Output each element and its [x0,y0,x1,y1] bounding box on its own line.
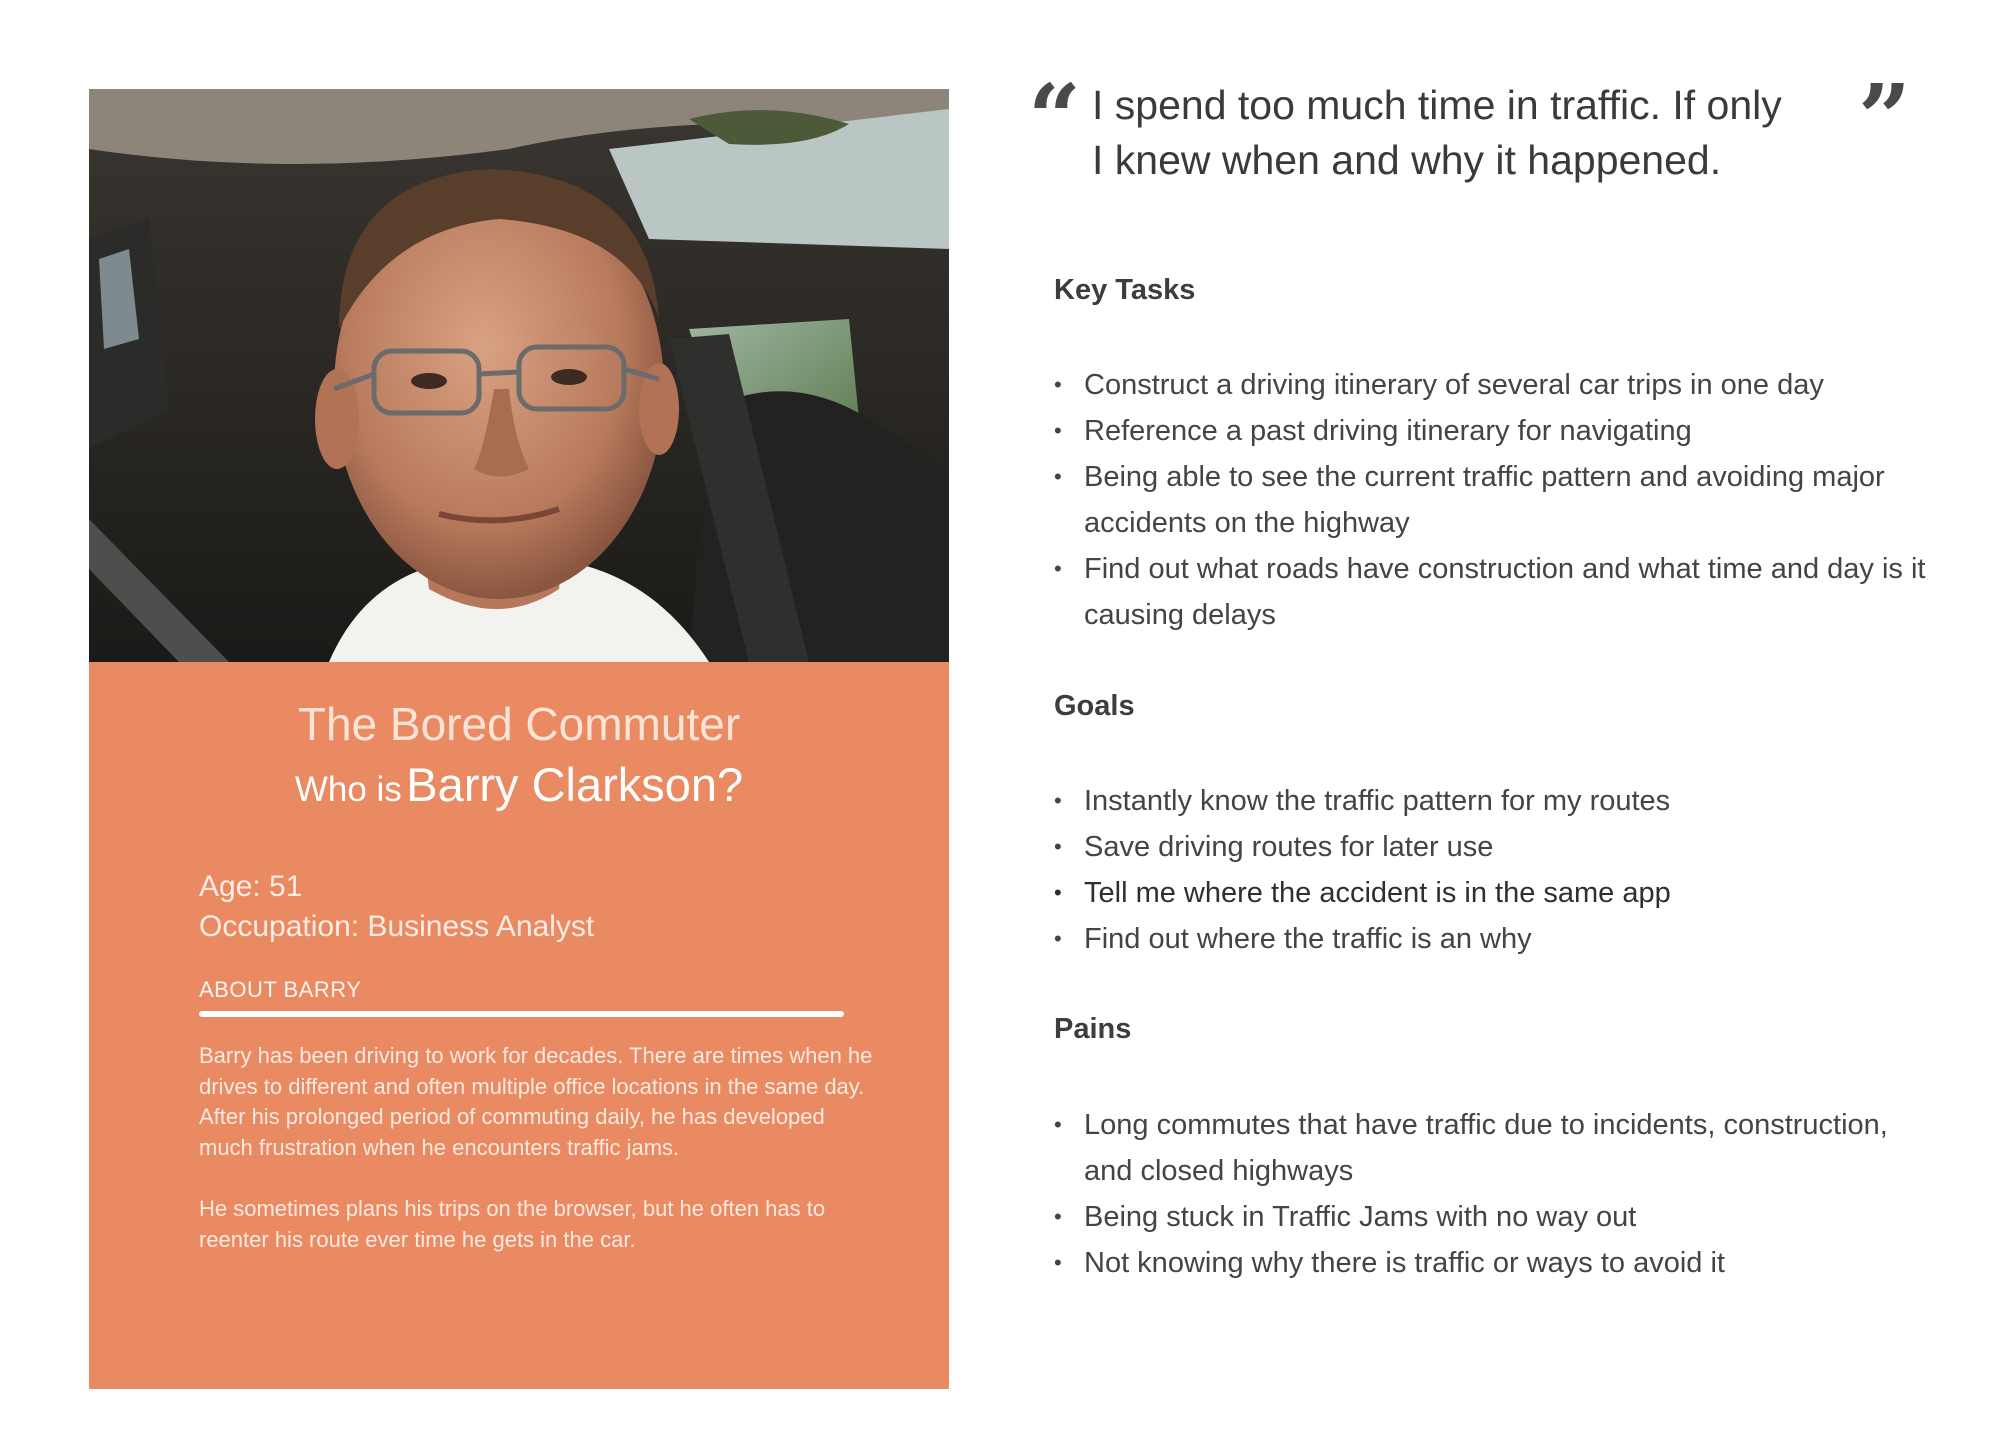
bullet-icon: • [1054,1250,1062,1275]
list-item [1054,546,1954,638]
list-item-text: Find out what roads have construction and what time and day is it causing delays [1084,553,1926,631]
list-item [1054,1102,1904,1194]
bullet-icon: • [1054,1112,1062,1137]
pains-heading: Pains [1054,1013,1132,1045]
list-item-text: Not knowing why there is traffic or ways to avoid it [1084,1247,1725,1279]
bullet-icon: • [1054,372,1062,397]
persona-photo [89,89,949,662]
list-item [1054,408,1954,454]
bullet-icon: • [1054,1204,1062,1229]
open-quote-icon: “ [1028,64,1081,172]
bullet-icon: • [1054,834,1062,859]
key-tasks-list [1054,362,1954,638]
list-item-text: Construct a driving itinerary of several car trips in one day [1084,369,1824,401]
close-quote-icon: ” [1858,64,1911,172]
bullet-icon: • [1054,926,1062,951]
bullet-icon: • [1054,418,1062,443]
list-item [1054,454,1954,546]
persona-name: Barry Clarkson? [406,758,744,811]
persona-subtitle [89,758,949,811]
list-item-text: Find out where the traffic is an why [1084,923,1532,955]
list-item [1054,916,1954,962]
list-item-text: Reference a past driving itinerary for navigating [1084,415,1692,447]
list-item [1054,362,1954,408]
key-tasks-heading: Key Tasks [1054,274,1196,306]
about-paragraph: Barry has been driving to work for decades. There are times when he drives to different and often multiple office locations in the same day. After his prolonged period of commuting daily, he has developed much frustration when he encounters traffic jams. [199,1043,873,1160]
persona-age: Age: 51 [199,870,303,903]
list-item-text: Long commutes that have traffic due to incidents, construction, and closed highways [1084,1109,1888,1187]
persona-quote [1092,78,1852,188]
persona-title: The Bored Commuter [297,698,741,750]
list-item-text: Instantly know the traffic pattern for my routes [1084,785,1671,817]
portrait-photo [89,89,949,662]
about-heading: ABOUT BARRY [199,977,362,1002]
quote-line: I spend too much time in traffic. If only [1092,82,1782,128]
bullet-icon: • [1054,788,1062,813]
list-item-text: Being able to see the current traffic pattern and avoiding major accidents on the highway [1084,461,1885,539]
persona-card [89,89,949,1389]
list-item [1054,870,1954,916]
bullet-icon: • [1054,880,1062,905]
bullet-icon: • [1054,556,1062,581]
about-paragraph: He sometimes plans his trips on the browser, but he often has to reenter his route ever time he gets in the car. [199,1196,826,1252]
list-item [1054,778,1954,824]
list-item [1054,824,1954,870]
persona-occupation: Occupation: Business Analyst [199,910,595,943]
quote-line: I knew when and why it happened. [1092,137,1722,183]
list-item [1054,1194,1954,1240]
list-item-text: Being stuck in Traffic Jams with no way out [1084,1201,1637,1233]
list-item-text: Save driving routes for later use [1084,831,1494,863]
persona-facts [199,867,594,947]
about-divider [199,1011,844,1017]
goals-list [1054,778,1954,962]
about-text [199,1041,879,1286]
bullet-icon: • [1054,464,1062,489]
list-item-text: Tell me where the accident is in the same app [1084,877,1671,909]
subtitle-prefix: Who is [294,770,402,809]
pains-list [1054,1102,1954,1286]
list-item [1054,1240,1954,1286]
goals-heading: Goals [1054,690,1135,722]
